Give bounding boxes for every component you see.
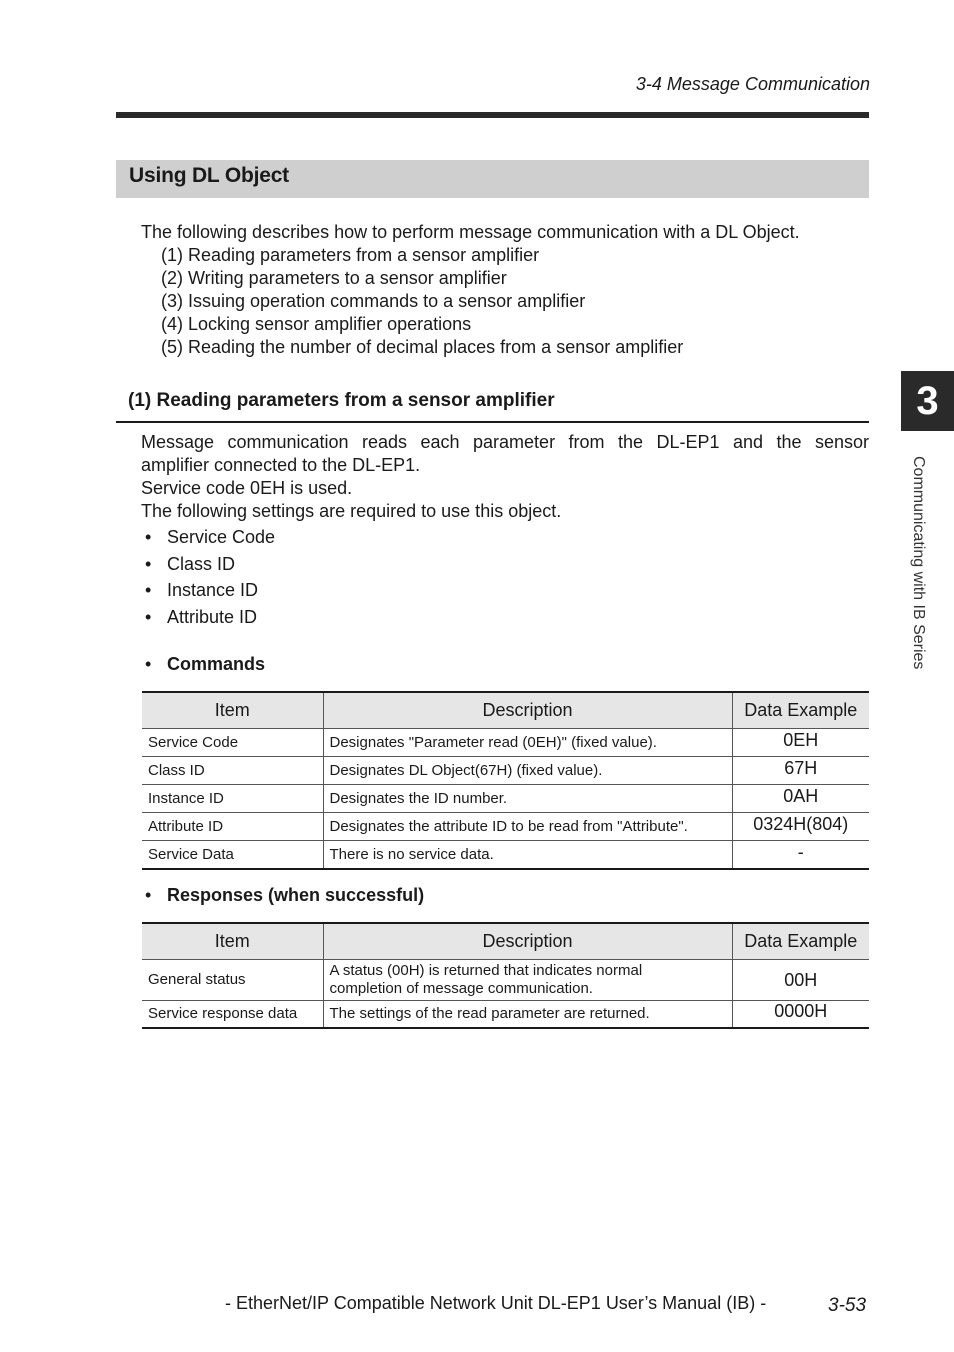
cell-example: 0324H(804): [732, 813, 869, 841]
bullet-icon: •: [145, 654, 152, 674]
subsection-paragraph: [141, 431, 869, 523]
commands-heading: • Commands: [145, 654, 266, 674]
list-item: • Instance ID: [145, 577, 275, 604]
intro-item: (5) Reading the number of decimal places from a sensor amplifier: [161, 337, 684, 357]
table-row: [142, 960, 869, 1001]
column-header-example: Data Example: [732, 692, 869, 729]
section-title: Using DL Object: [129, 164, 289, 187]
column-header-description: Description: [323, 923, 732, 960]
column-header-example: Data Example: [732, 923, 869, 960]
intro-block: [141, 221, 881, 359]
intro-item: (2) Writing parameters to a sensor amplifier: [161, 268, 507, 288]
column-header-description: Description: [323, 692, 732, 729]
chapter-side-label: Communicating with IB Series: [910, 456, 927, 670]
table-row: [142, 813, 869, 841]
cell-example: 0000H: [732, 1001, 869, 1028]
footer-manual-title: - EtherNet/IP Compatible Network Unit DL-EP1 User’s Manual (IB) -: [225, 1293, 767, 1313]
paragraph-line: Message communication reads each parameter from the DL-EP1 and the sensor: [141, 432, 869, 452]
cell-item: Service Data: [142, 841, 323, 870]
responses-heading: • Responses (when successful): [145, 885, 425, 905]
cell-example: 0AH: [732, 785, 869, 813]
bullet-icon: •: [145, 553, 152, 574]
cell-description: Designates DL Object(67H) (fixed value).: [323, 757, 732, 785]
settings-line: The following settings are required to use this object.: [141, 501, 562, 521]
bullet-icon: •: [145, 885, 152, 905]
cell-description: Designates the attribute ID to be read from "Attribute".: [323, 813, 732, 841]
table-header-row: [142, 692, 869, 729]
intro-lead: The following describes how to perform message communication with a DL Object.: [141, 222, 800, 242]
table-row: [142, 1001, 869, 1028]
subsection-title: (1) Reading parameters from a sensor amplifier: [128, 390, 555, 411]
column-header-item: Item: [142, 923, 323, 960]
service-code-line: Service code 0EH is used.: [141, 478, 353, 498]
table-row: [142, 729, 869, 757]
cell-example: 67H: [732, 757, 869, 785]
section-title-bar: [116, 160, 869, 198]
intro-item: (3) Issuing operation commands to a sensor amplifier: [161, 291, 586, 311]
responses-table: [142, 922, 869, 1029]
bullet-icon: •: [145, 580, 152, 600]
cell-description: A status (00H) is returned that indicates normal completion of message communication.: [323, 960, 732, 1001]
chapter-tab: 3: [901, 371, 954, 431]
cell-item: Service response data: [142, 1001, 323, 1028]
cell-item: General status: [142, 960, 323, 1001]
table-row: [142, 785, 869, 813]
cell-description: Designates "Parameter read (0EH)" (fixed value).: [323, 729, 732, 757]
cell-item: Class ID: [142, 757, 323, 785]
cell-description: The settings of the read parameter are returned.: [323, 1001, 732, 1028]
cell-description: Designates the ID number.: [323, 785, 732, 813]
cell-item: Instance ID: [142, 785, 323, 813]
header-rule: [116, 112, 869, 118]
intro-item: (4) Locking sensor amplifier operations: [161, 314, 472, 334]
list-item: • Attribute ID: [145, 604, 275, 631]
cell-description: There is no service data.: [323, 841, 732, 870]
page-number: 3-53: [828, 1295, 867, 1316]
commands-table: [142, 691, 869, 870]
intro-item: (1) Reading parameters from a sensor amplifier: [161, 245, 540, 265]
cell-item: Service Code: [142, 729, 323, 757]
table-row: [142, 757, 869, 785]
paragraph-line: amplifier connected to the DL-EP1.: [141, 455, 421, 475]
list-item: • Class ID: [145, 551, 275, 578]
cell-example: -: [732, 841, 869, 870]
table-row: [142, 841, 869, 870]
subsection-rule: [116, 421, 869, 423]
running-header: 3-4 Message Communication: [635, 74, 870, 94]
cell-item: Attribute ID: [142, 813, 323, 841]
bullet-icon: •: [145, 606, 152, 627]
cell-example: 00H: [732, 960, 869, 1001]
cell-example: 0EH: [732, 729, 869, 757]
list-item: • Service Code: [145, 524, 275, 551]
column-header-item: Item: [142, 692, 323, 729]
table-header-row: [142, 923, 869, 960]
settings-list: [145, 524, 275, 630]
bullet-icon: •: [145, 527, 152, 547]
